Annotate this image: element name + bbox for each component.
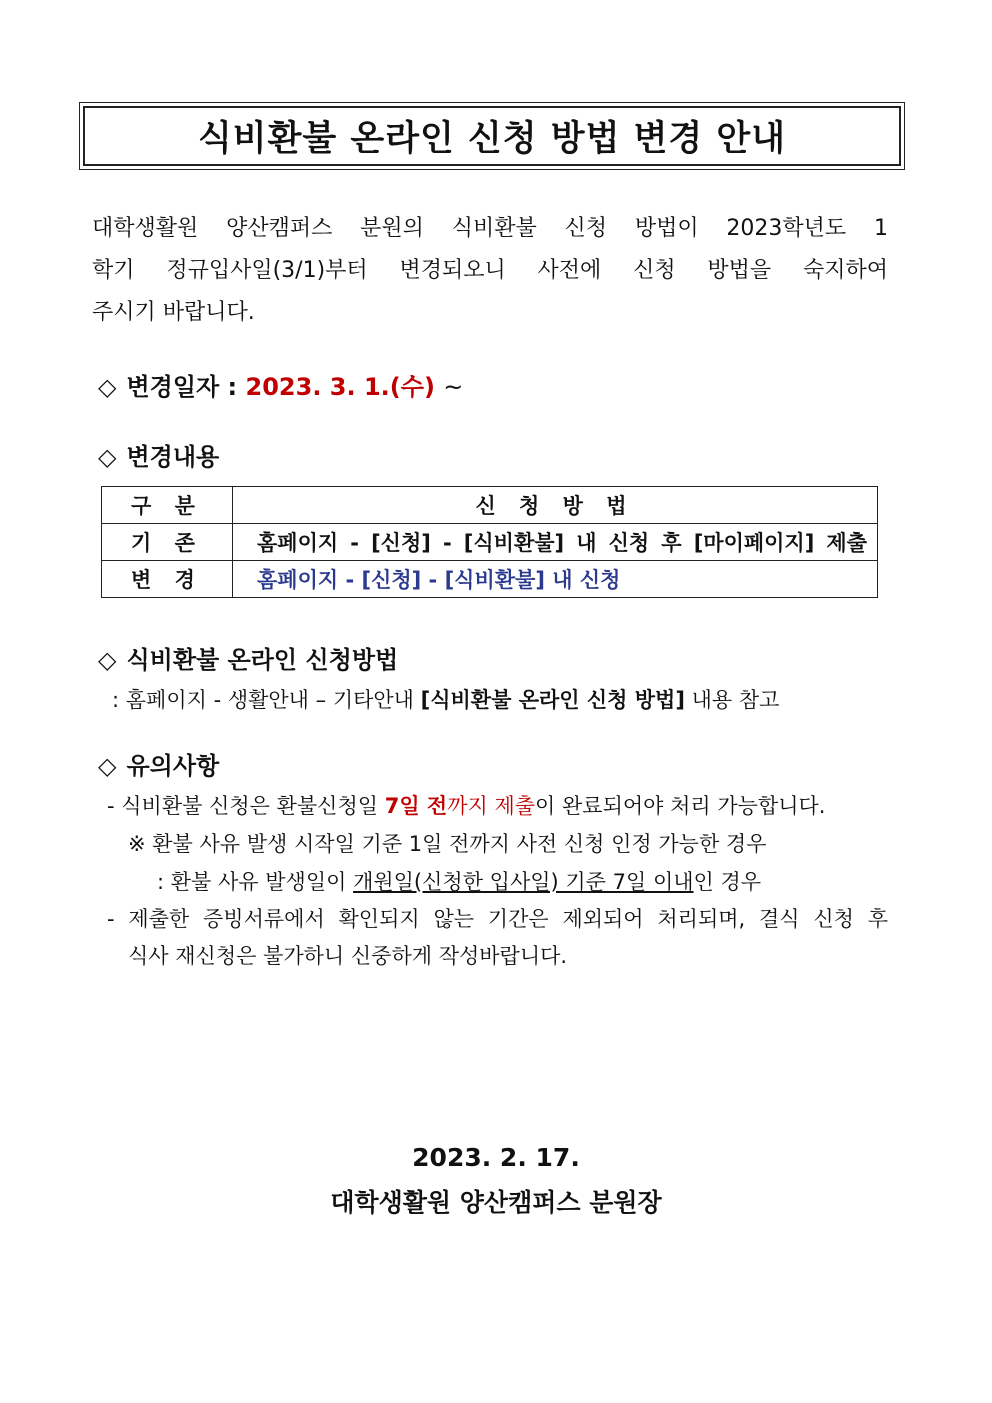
- page-title: 식비환불 온라인 신청 방법 변경 안내: [83, 106, 901, 166]
- table-row: [102, 561, 878, 598]
- section-online-method: [98, 640, 398, 675]
- intro-paragraph: [92, 208, 888, 334]
- title-box: [79, 102, 905, 170]
- diamond-icon: ◇: [98, 373, 117, 401]
- section-notes: [98, 746, 219, 781]
- note-item-2-line-1: - 제출한 증빙서류에서 확인되지 않는 기간은 제외되어 처리되며, 결식 신청 후: [107, 907, 888, 931]
- footer-signer: 대학생활원 양산캠퍼스 분원장: [330, 1188, 662, 1217]
- footer-date: 2023. 2. 17.: [412, 1143, 580, 1172]
- change-date-label: 변경일자 :: [126, 373, 238, 401]
- intro-line-3: 주시기 바랍니다.: [92, 300, 255, 325]
- table-row-label-old: 기 존: [102, 524, 233, 561]
- diamond-icon: ◇: [98, 646, 117, 674]
- table-row-value-old: 홈페이지 - [신청] - [식비환불] 내 신청 후 [마이페이지] 제출: [233, 524, 878, 561]
- intro-line-2: 학기 정규입사일(3/1)부터 변경되오니 사전에 신청 방법을 숙지하여: [92, 258, 888, 283]
- section-change-date: [98, 367, 463, 402]
- table-row-label-new: 변 경: [102, 561, 233, 598]
- diamond-icon: ◇: [98, 752, 117, 780]
- table-row-value-new: 홈페이지 - [신청] - [식비환불] 내 신청: [233, 561, 878, 598]
- online-method-label: 식비환불 온라인 신청방법: [126, 646, 399, 674]
- table-header-row: [102, 487, 878, 524]
- change-date-suffix: ~: [443, 373, 464, 401]
- note-item-2-line-2: 식사 재신청은 불가하니 신중하게 작성바랍니다.: [128, 944, 568, 968]
- table-header-method: 신 청 방 법: [233, 487, 878, 524]
- intro-line-1: 대학생활원 양산캠퍼스 분원의 식비환불 신청 방법이 2023학년도 1: [92, 216, 888, 241]
- online-method-text: : 홈페이지 - 생활안내 – 기타안내 [식비환불 온라인 신청 방법] 내용 참고: [112, 688, 780, 712]
- diamond-icon: ◇: [98, 443, 117, 471]
- table-header-category: 구 분: [102, 487, 233, 524]
- change-content-label: 변경내용: [126, 443, 220, 471]
- note-item-1: - 식비환불 신청은 환불신청일 7일 전까지 제출이 완료되어야 처리 가능합니다.: [107, 794, 826, 818]
- note-sub-2: : 환불 사유 발생일이 개원일(신청한 입사일) 기준 7일 이내인 경우: [157, 870, 762, 894]
- notes-label: 유의사항: [126, 752, 220, 780]
- change-table: [101, 486, 878, 598]
- table-row: [102, 524, 878, 561]
- section-change-content: [98, 437, 219, 472]
- note-sub-1: ※ 환불 사유 발생 시작일 기준 1일 전까지 사전 신청 인정 가능한 경우: [128, 832, 767, 856]
- change-date-value: 2023. 3. 1.(수): [245, 373, 435, 401]
